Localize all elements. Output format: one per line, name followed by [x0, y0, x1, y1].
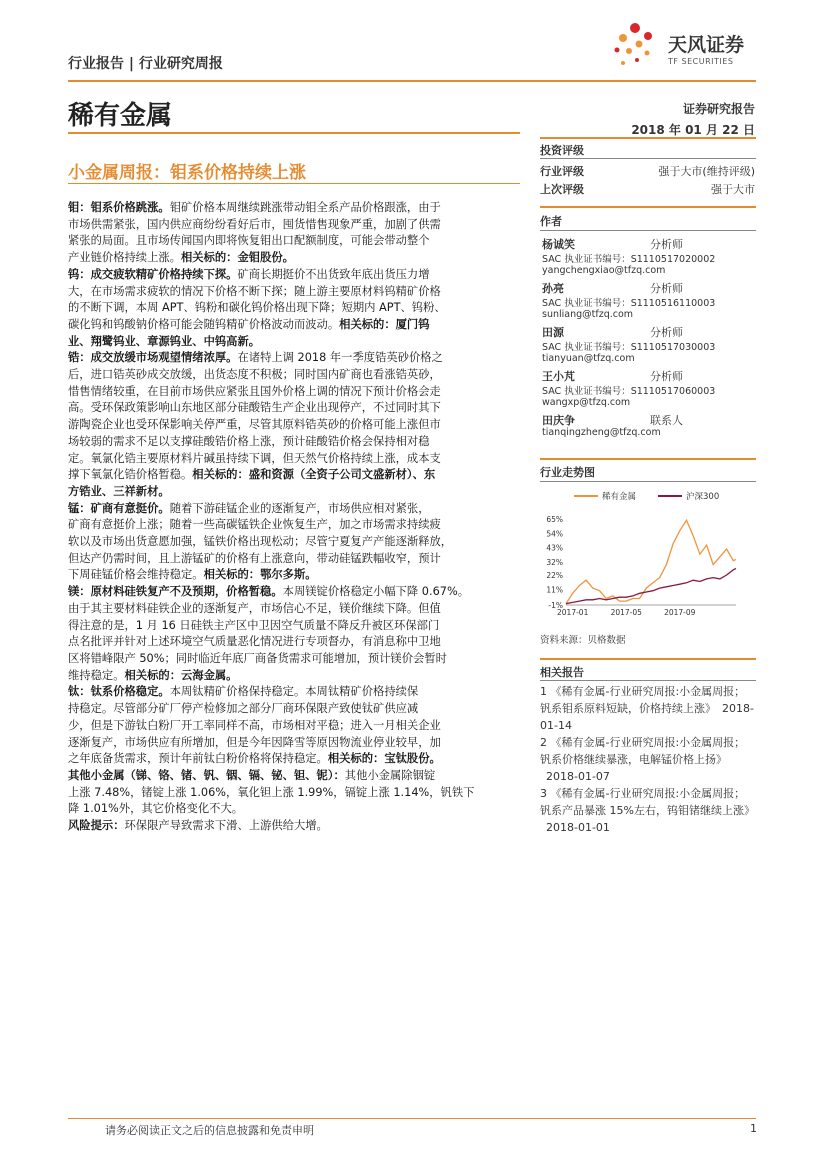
chart-source: 资料来源：贝格数据 [540, 635, 626, 646]
authors-list [540, 236, 756, 456]
author-title: 分析师 [650, 282, 683, 295]
y-tick-label: 65% [546, 515, 563, 524]
body-line [68, 718, 524, 735]
author-title: 联系人 [650, 414, 683, 427]
author-cert: SAC 执业证书编号：S1110517030003 [542, 342, 716, 353]
footer-disclaimer: 请务必阅读正文之后的信息披露和免责申明 [105, 1124, 314, 1137]
authors-heading: 作者 [540, 215, 562, 228]
body-segment: 场较弱的需求不足以支撑硅酸锆价格上涨，预计硅酸锆价格会保持相对稳 [68, 434, 430, 448]
body-line [68, 684, 524, 701]
body-segment: 定。氧氯化锆主要原材料片碱虽持续下调，但天然气价格持续上涨，成本支 [68, 451, 441, 465]
body-emphasis: 锰：矿商有意挺价。 [68, 501, 170, 515]
related-report[interactable] [540, 683, 756, 734]
body-segment: 矿商长期挺价不出货致年底出货压力增 [237, 267, 430, 281]
body-line [68, 284, 524, 301]
body-segment: 但达产仍需时间，且上游锰矿的价格有上涨意向，带动硅锰跌幅收窄，预计 [68, 551, 441, 565]
body-line [68, 634, 524, 651]
y-tick-label: 11% [546, 585, 563, 595]
x-tick-label: 2017-05 [610, 608, 642, 617]
body-line [68, 735, 524, 752]
body-line [68, 484, 524, 501]
body-emphasis: 相关标的：宝钛股份。 [327, 752, 441, 766]
body-line [68, 250, 524, 267]
report-date: 2018 年 01 月 22 日 [631, 123, 755, 137]
author-email: sunliang@tfzq.com [542, 309, 634, 320]
logo-icon [611, 20, 663, 72]
previous-rating-label: 上次评级 [540, 183, 584, 196]
rating-heading: 投资评级 [540, 144, 584, 157]
header-divider [68, 80, 756, 82]
logo-subtitle: TF SECURITIES [668, 57, 734, 66]
body-emphasis: 镁：原材料硅铁复产不及预期，价格暂稳。 [68, 585, 283, 599]
body-segment: 随着下游硅锰企业的逐渐复产，市场供应相对紧张， [169, 501, 430, 515]
body-segment: 后，进口锆英砂成交放缓，出货态度不积极；同时国内矿商也看涨锆英砂， [68, 368, 441, 382]
body-segment: 撑下氧氯化锆价格暂稳。 [68, 468, 193, 482]
related-report-title: 1 《稀有金属-行业研究周报:小金属周报；钒系钼系原料短缺，价格持续上涨》 [540, 685, 746, 715]
author-entry [540, 368, 756, 412]
body-line [68, 434, 524, 451]
body-emphasis: 业、翔鹭钨业、章源钨业、中钨高新。 [68, 334, 261, 348]
body-emphasis: 相关标的：云海金属。 [124, 668, 238, 682]
body-emphasis: 相关标的：盛和资源（全资子公司文盛新材）、东 [192, 468, 436, 482]
related-report[interactable] [540, 734, 756, 785]
x-tick-label: 2017-01 [557, 608, 589, 617]
body-line [68, 801, 524, 818]
rating-rule [540, 158, 756, 159]
body-line [68, 517, 524, 534]
body-segment: 高。受环保政策影响山东地区部分硅酸锆生产企业出现停产，不过同时其下 [68, 401, 441, 415]
industry-rating-value: 强于大市(维持评级) [658, 165, 755, 178]
body-line [68, 551, 524, 568]
body-line [68, 200, 524, 217]
body-segment: 在诸特上调 2018 年一季度锆英砂价格之 [237, 351, 443, 365]
body-emphasis: 钛：钛系价格稳定。 [68, 685, 170, 699]
body-line [68, 751, 524, 768]
sector-title: 稀有金属 [68, 101, 173, 131]
authors-top-rule [540, 206, 756, 208]
body-line [68, 300, 524, 317]
x-tick-label: 2017-09 [664, 608, 696, 617]
related-report-title: 3 《稀有金属-行业研究周报:小金属周报；钒系产品暴涨 15%左右，钨钼锗继续上涨》 [540, 787, 755, 817]
author-title: 分析师 [650, 238, 683, 251]
body-emphasis: 相关标的：金钼股份。 [180, 251, 294, 265]
body-segment: 矿商有意挺价上涨；随着一些高碳锰铁企业恢复生产，加之市场需求持续疲 [68, 518, 441, 532]
body-line [68, 668, 524, 685]
industry-rating-label: 行业评级 [540, 165, 584, 178]
body-segment: 软以及市场出货意愿加强，锰铁价格出现松动；尽管宁夏复产产能逐渐释放， [68, 535, 453, 549]
trend-rule [540, 481, 756, 482]
related-rule [540, 680, 756, 681]
body-line [68, 567, 524, 584]
body-emphasis: 钼：钼系价格跳涨。 [68, 201, 170, 214]
related-heading: 相关报告 [540, 666, 584, 679]
author-name: 孙亮 [542, 282, 564, 295]
body-segment: 区将错峰限产 50%；同时临近年底厂商备货需求可能增加，预计镁价会暂时 [68, 651, 447, 665]
body-segment: 由于其主要材料硅铁企业的逐渐复产，市场信心不足，镁价继续下降。但值 [68, 601, 441, 615]
rating-top-rule [540, 137, 756, 139]
author-cert: SAC 执业证书编号：S1110517060003 [542, 386, 716, 397]
body-emphasis: 相关标的：鄂尔多斯。 [203, 568, 317, 582]
body-line [68, 584, 524, 601]
body-segment: 钼矿价格本周继续跳涨带动钼全系产品价格跟涨，由于 [169, 201, 441, 214]
body-segment: 惜售情绪较重，在目前市场供应紧张且国外价格上调的情况下预计价格会走 [68, 384, 441, 398]
body-line [68, 233, 524, 250]
report-category: 行业报告 | 行业研究周报 [68, 56, 223, 72]
body-segment: 维持稳定。 [68, 668, 125, 682]
body-line [68, 384, 524, 401]
body-segment: 本周镁锭价格稳定小幅下降 0.67%。 [282, 585, 469, 599]
body-segment: 下周硅锰价格会维持稳定。 [68, 568, 204, 582]
body-segment: 环保限产导致需求下滑、上游供给大增。 [124, 819, 328, 833]
body-segment: 得注意的是，1 月 16 日硅铁主产区中卫因空气质量不降反升被区环保部门 [68, 618, 440, 632]
body-emphasis: 锆：成交放缓市场观望情绪浓厚。 [68, 351, 238, 365]
headline-divider [68, 183, 520, 184]
body-segment: 点名批评并针对上述环境空气质量恶化情况进行专项督办，有消息称中卫地 [68, 635, 441, 649]
body-line [68, 818, 524, 835]
body-line [68, 467, 524, 484]
sector-divider [68, 132, 520, 134]
legend-label: 稀有金属 [602, 492, 637, 502]
body-line [68, 267, 524, 284]
author-email: tianyuan@tfzq.com [542, 353, 635, 364]
body-line [68, 350, 524, 367]
previous-rating-value: 强于大市 [711, 183, 755, 196]
body-segment: 的不断下调，本周 APT、钨粉和碳化钨价格出现下降；短期内 APT、钨粉、 [68, 301, 446, 315]
y-tick-label: 22% [546, 571, 563, 581]
author-entry [540, 280, 756, 324]
body-emphasis: 风险提示： [68, 819, 125, 833]
body-segment: 市场供需紧张，国内供应商纷纷看好后市，囤货惜售现象严重，加剧了供需 [68, 217, 441, 231]
body-segment: 少，但是下游钛白粉厂开工率同样不高，市场相对平稳；进入一月相关企业 [68, 718, 441, 732]
body-emphasis: 钨：成交疲软精矿价格持续下探。 [68, 267, 238, 281]
body-text [68, 200, 524, 835]
related-report-title: 2 《稀有金属-行业研究周报:小金属周报；钒系价格继续暴涨，电解锰价格上扬》 [540, 736, 746, 766]
related-report-date: 2018-01-07 [546, 770, 610, 783]
author-title: 分析师 [650, 326, 683, 339]
industry-trend-chart [540, 485, 756, 625]
body-line [68, 367, 524, 384]
related-report-date: 2018-01-01 [546, 821, 610, 834]
body-line [68, 601, 524, 618]
author-name: 王小芃 [542, 370, 575, 383]
trend-top-rule [540, 458, 756, 460]
body-line [68, 334, 524, 351]
author-email: wangxp@tfzq.com [542, 397, 631, 408]
report-label: 证券研究报告 [682, 102, 755, 116]
report-headline: 小金属周报：钼系价格持续上涨 [68, 163, 306, 183]
body-segment: 其他小金属除铟锭 [344, 768, 436, 782]
y-tick-label: 32% [546, 558, 563, 567]
body-segment: 持稳定。尽管部分矿厂停产检修加之部分厂商环保限产致使钛矿供应减 [68, 702, 419, 716]
related-top-rule [540, 658, 756, 660]
body-emphasis: 方锆业、三祥新材。 [68, 484, 170, 498]
body-segment: 碳化钨和钨酸钠价格可能会随钨精矿价格波动而波动。 [68, 317, 340, 331]
body-segment: 降 1.01%外，其它价格变化不大。 [68, 802, 244, 816]
author-name: 田庆争 [542, 414, 575, 427]
body-line [68, 768, 524, 785]
author-entry [540, 236, 756, 280]
body-segment: 产业链价格持续上涨。 [68, 251, 181, 265]
related-report[interactable] [540, 785, 756, 836]
body-line [68, 534, 524, 551]
body-segment: 紧张的局面。且市场传闻国内即将恢复钼出口配额制度，可能会带动整个 [68, 234, 430, 248]
body-line [68, 317, 524, 334]
body-line [68, 651, 524, 668]
body-line [68, 217, 524, 234]
footer-divider [68, 1118, 756, 1119]
body-segment: 逐渐复产，市场供应有所增加，但是今年因降雪等原因物流业停业较早，加 [68, 735, 441, 749]
author-cert: SAC 执业证书编号：S1110517020002 [542, 254, 716, 265]
body-emphasis: 其他小金属（锑、铬、锗、钒、铟、镉、铋、钽、铌）： [68, 768, 345, 782]
related-report-date: 2018-01-14 [540, 702, 754, 732]
y-tick-label: 54% [546, 529, 563, 539]
logo-text: 天风证券 [668, 34, 745, 56]
body-emphasis: 相关标的：厦门钨 [339, 317, 430, 331]
legend-label: 沪深300 [686, 492, 720, 502]
body-line [68, 501, 524, 518]
author-email: yangchengxiao@tfzq.com [542, 265, 666, 276]
body-segment: 游陶瓷企业也受环保影响关停严重，尽管其原料锆英砂的价格可能上涨但市 [68, 418, 441, 432]
y-tick-label: 43% [546, 543, 563, 553]
authors-rule [540, 230, 756, 231]
body-line [68, 400, 524, 417]
y-tick-label: -1% [548, 601, 563, 610]
author-entry [540, 412, 756, 456]
author-title: 分析师 [650, 370, 683, 383]
body-line [68, 451, 524, 468]
body-segment: 之年底备货需求，预计年前钛白粉价格将保持稳定。 [68, 752, 328, 766]
author-cert: SAC 执业证书编号：S1110516110003 [542, 298, 716, 309]
body-line [68, 417, 524, 434]
author-name: 田源 [542, 326, 564, 339]
body-segment: 大，在市场需求疲软的情况下价格不断下探；随上游主要原材料钨精矿价格 [68, 284, 441, 298]
body-segment: 上涨 7.48%，锗锭上涨 1.06%，氧化钽上涨 1.99%，镉锭上涨 1.14%，钒铁下 [68, 785, 475, 799]
author-entry [540, 324, 756, 368]
related-reports-list [540, 683, 756, 836]
body-line [68, 701, 524, 718]
body-line [68, 785, 524, 802]
author-name: 杨诚笑 [542, 238, 575, 251]
body-segment: 本周钛精矿价格保持稳定。本周钛精矿价格持续保 [169, 685, 419, 699]
trend-heading: 行业走势图 [540, 466, 595, 479]
page-number: 1 [750, 1122, 757, 1135]
author-email: tianqingzheng@tfzq.com [542, 427, 661, 438]
body-line [68, 618, 524, 635]
